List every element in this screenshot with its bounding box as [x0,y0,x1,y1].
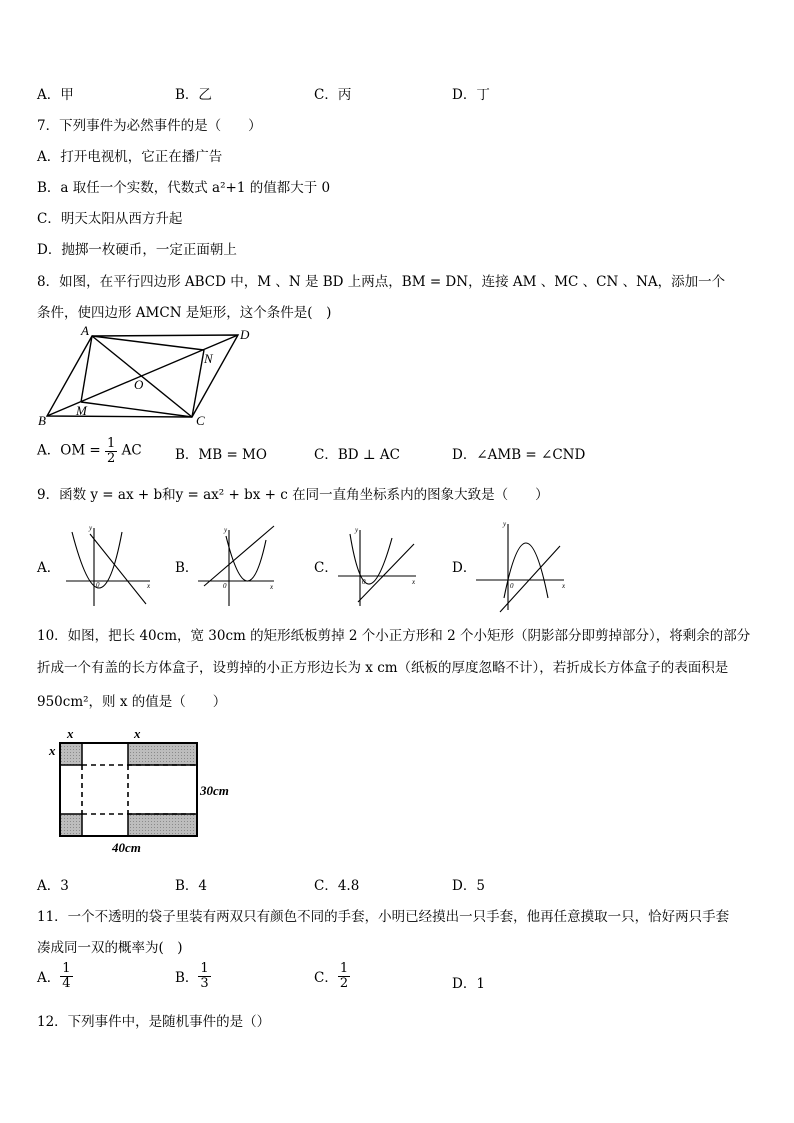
q6-option-c: C．丙 [314,87,352,103]
fraction-numerator: 1 [200,961,209,976]
q7-option-c: C．明天太阳从西方升起 [37,211,183,227]
label-x-left: x [49,743,56,758]
q11-option-a-label: A． [37,970,61,987]
label-n: N [204,351,213,366]
cut-rect-top [128,743,197,765]
q11-option-a [37,962,73,990]
label-a: A [81,325,89,338]
q6-option-a: A．甲 [37,87,74,103]
fraction-denominator: 3 [200,975,209,991]
q11-option-d-label: D． [452,976,477,992]
q8-option-a [37,437,142,465]
q8-option-b: B．MB = MO [175,447,267,463]
origin-label: 0 [223,582,227,590]
cut-rect-bottom [128,814,197,836]
q12-stem: 12．下列事件中，是随机事件的是（） [37,1014,271,1030]
label-d: D [240,327,250,342]
q11-stem-line1: 11．一个不透明的袋子里装有两双只有颜色不同的手套，小明已经摸出一只手套，他再任意摸取一只，恰好两只手套 [37,909,730,925]
q11-option-b [175,962,211,990]
fraction-denominator: 2 [107,450,116,466]
q11-option-c-label: C． [314,970,338,987]
label-b: B [38,413,46,428]
q7-option-b: B．a 取任一个实数，代数式 a²+1 的值都大于 0 [37,180,331,196]
fraction-numerator: 1 [62,961,71,976]
q7-option-a: A．打开电视机，它正在播广告 [37,149,223,165]
q7-stem: 7．下列事件为必然事件的是（ ） [37,118,262,134]
origin-label: 0 [362,578,366,586]
q11-stem-line2: 凑成同一双的概率为( ) [37,940,183,956]
q10-option-d: D．5 [452,878,485,894]
q7-option-d: D．抛掷一枚硬币，一定正面朝上 [37,242,237,258]
straight-line [90,534,146,604]
y-label: y [503,520,507,528]
q9-graph-c [336,524,420,608]
q9-graph-b [196,524,280,608]
q10-stem-line2: 折成一个有盖的长方体盒子，设剪掉的小正方形边长为 x cm（纸板的厚度忽略不计），若折成长方体盒子的表面积是 [37,660,729,676]
q6-option-b: B．乙 [175,87,212,103]
parabola [226,536,266,581]
q9-option-d-label: D． [452,560,477,576]
q11-option-b-label: B． [175,970,199,987]
label-c: C [196,413,205,428]
segment-na [92,336,204,350]
parabola [72,532,122,588]
label-length: 40cm [112,840,141,855]
q11-option-a-fraction [60,962,72,990]
y-label: y [89,524,93,532]
q9-option-c-label: C． [314,560,338,576]
label-o: O [134,377,144,392]
label-x-top1: x [67,726,74,741]
x-label: x [412,578,416,586]
q11-option-b-fraction [198,962,210,990]
label-x-top2: x [134,726,141,741]
fraction-numerator: 1 [339,961,349,976]
straight-line [358,544,414,602]
origin-label: 0 [510,582,514,590]
q11-option-c-fraction [338,962,350,990]
q10-option-c: C．4.8 [314,878,360,894]
q6-option-d: D．丁 [452,87,490,103]
label-m: M [76,403,87,418]
x-label: x [270,583,274,591]
cut-square-top [60,743,82,765]
origin-label: 0 [96,581,100,589]
q9-option-b-label: B． [175,560,199,576]
straight-line [500,546,560,612]
q9-graph-a [64,524,154,608]
q10-option-a: A．3 [37,878,69,894]
y-label: y [355,526,359,534]
q8-option-a-fraction [105,437,117,465]
fraction-numerator: 1 [107,436,116,451]
x-label: x [147,582,151,590]
q8-option-d: D．∠AMB = ∠CND [452,447,586,463]
fraction-denominator: 4 [62,975,71,991]
cut-square-bottom [60,814,82,836]
q10-stem-line1: 10．如图，把长 40cm，宽 30cm 的矩形纸板剪掉 2 个小正方形和 2 个小矩形（阴影部分即剪掉部分），将剩余的部分 [37,628,751,644]
q10-stem-line3: 950cm²，则 x 的值是（ ） [37,694,227,710]
q9-stem: 9．函数 y = ax + b和y = ax² + bx + c 在同一直角坐标系内的图象大致是（ ） [37,487,549,503]
q8-stem-line1: 8．如图，在平行四边形 ABCD 中，M 、N 是 BD 上两点，BM = DN，连接 AM 、MC 、CN 、NA，添加一个 [37,274,726,290]
q8-option-c: C．BD ⊥ AC [314,447,400,463]
label-width: 30cm [200,783,229,798]
q10-option-b: B．4 [175,878,208,894]
q8-option-a-prefix: A．OM = [37,442,101,459]
q11-option-d [452,972,485,992]
x-label: x [562,582,566,590]
straight-line [204,526,274,586]
q8-parallelogram-figure [30,325,260,430]
q11-option-d-value: 1 [476,976,485,992]
fraction-denominator: 2 [339,975,349,991]
q8-stem-line2: 条件，使四边形 AMCN 是矩形，这个条件是( ) [37,305,332,321]
y-label: y [224,526,228,534]
q11-option-c [314,962,350,990]
q9-graph-d [474,518,570,614]
q10-cardboard-figure [42,724,242,858]
q9-option-a-label: A． [37,560,61,576]
q8-option-a-suffix: AC [121,442,142,459]
